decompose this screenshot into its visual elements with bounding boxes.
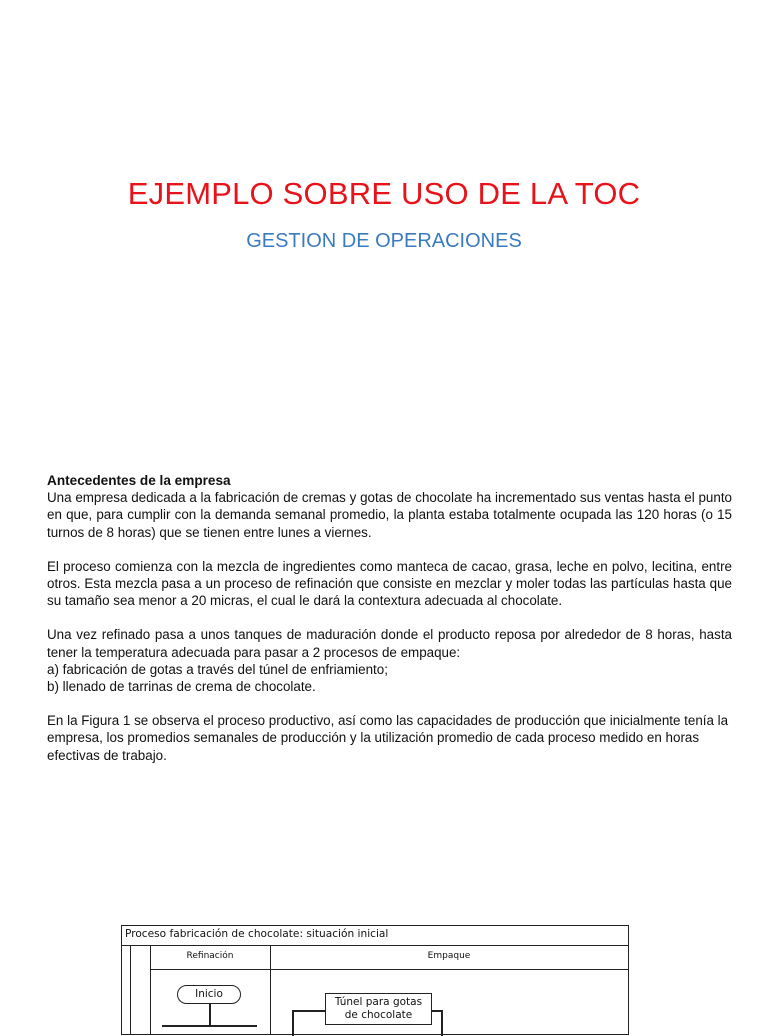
flow-node-tunel-line-1: Túnel para gotas (334, 996, 423, 1008)
flow-box-top-edge (162, 1025, 257, 1027)
list-item-a: a) fabricación de gotas a través del túnel de enfriamiento; (47, 661, 388, 677)
document-subtitle: GESTION DE OPERACIONES (246, 230, 522, 252)
figure-lane-border-left (130, 945, 131, 1034)
figure-column-header-divider (150, 969, 628, 970)
paragraph-2: El proceso comienza con la mezcla de ingredientes como manteca de cacao, grasa, leche en polvo, lecitina, entre otros. Esta mezcla pasa a un proceso de refinación que consiste en mezclar y moler todas las partículas hasta que su tamaño sea menor a 20 micras, el cual le dará la contextura adecuada al chocolate. (47, 558, 732, 609)
document-title: EJEMPLO SOBRE USO DE LA TOC (127, 176, 641, 211)
flow-connector-tunel-right-down (441, 1010, 443, 1036)
flow-connector-tunel-down (292, 1010, 294, 1036)
section-heading: Antecedentes de la empresa (47, 473, 231, 488)
process-figure (121, 925, 629, 1035)
figure-title: Proceso fabricación de chocolate: situación inicial (125, 928, 389, 940)
column-label-refinacion: Refinación (186, 951, 234, 961)
paragraph-1: Una empresa dedicada a la fabricación de cremas y gotas de chocolate ha incrementado sus ventas hasta el punto en que, para cumplir con la demanda semanal promedio, la planta estaba totalmente ocupada las 120 horas (o 15 turnos de 8 horas) que se tienen entre lunes a viernes. (47, 490, 732, 540)
flow-connector-inicio-down (209, 1004, 211, 1026)
flow-node-tunel (325, 993, 432, 1025)
flow-node-tunel-line-2: de chocolate (344, 1009, 413, 1021)
paragraph-4: En la Figura 1 se observa el proceso productivo, así como las capacidades de producción que inicialmente tenía la empresa, los promedios semanales de producción y la utilización promedio de cada proceso medido en horas efectivas de trabajo. (47, 713, 729, 763)
document-body (47, 472, 732, 781)
column-label-empaque: Empaque (427, 951, 471, 961)
flow-node-inicio: Inicio (177, 985, 241, 1004)
list-item-b: b) llenado de tarrinas de crema de chocolate. (47, 679, 316, 695)
flow-connector-tunel-in (292, 1010, 325, 1012)
figure-header-divider (122, 945, 628, 946)
paragraph-3 (47, 626, 732, 695)
paragraph-3-text: Una vez refinado pasa a unos tanques de maduración donde el producto reposa por alrededor de 8 horas, hasta tener la temperatura adecuada para pasar a 2 procesos de empaque: (47, 627, 732, 660)
